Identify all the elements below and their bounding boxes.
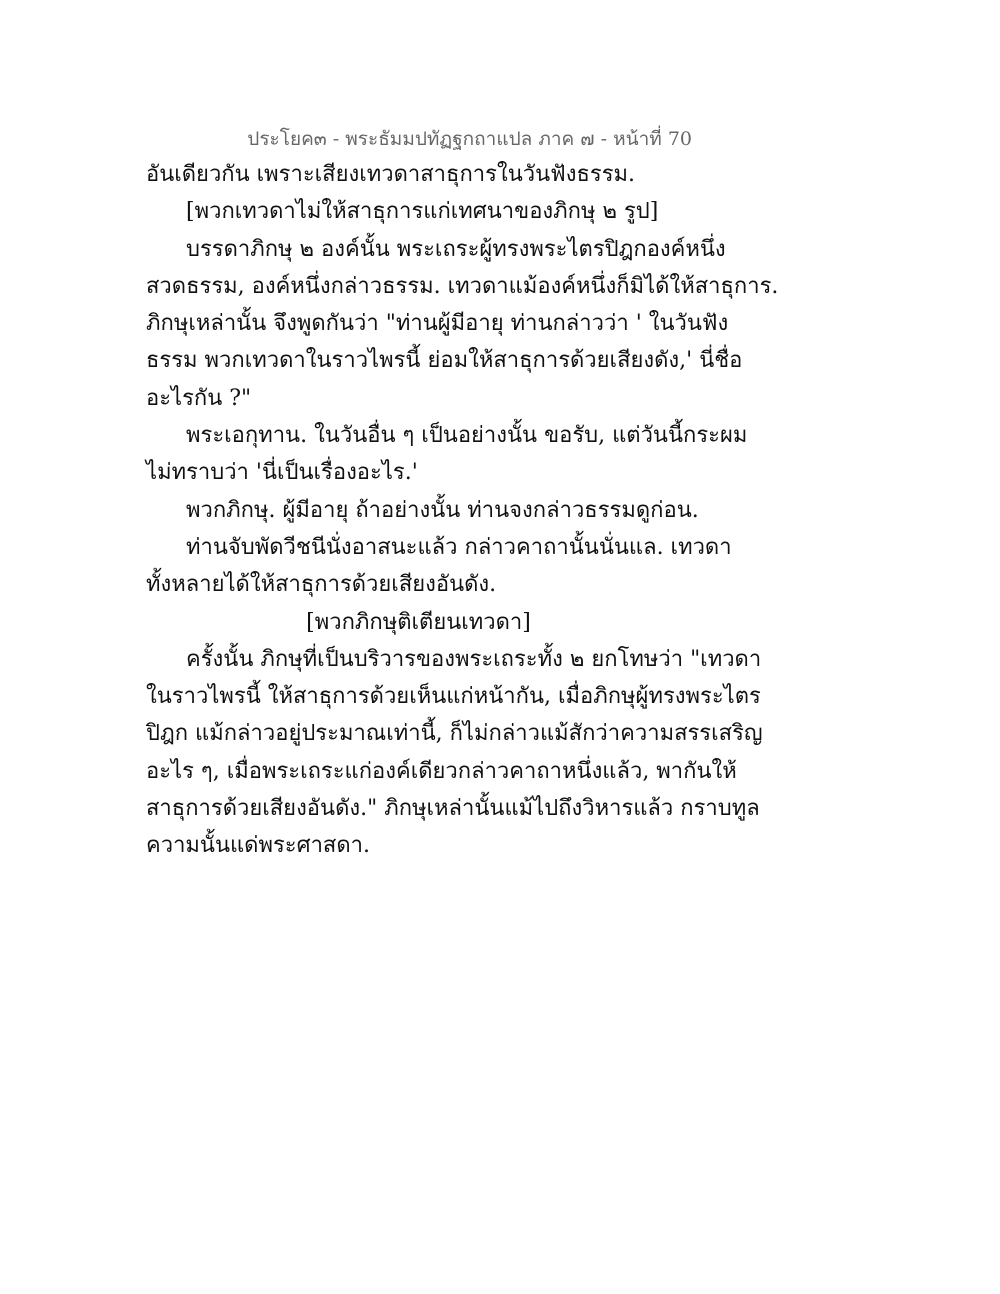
text-line: อะไรกัน ?" (146, 385, 252, 411)
text-line: อันเดียวกัน เพราะเสียงเทวดาสาธุการในวันฟังธรรม. (146, 162, 636, 187)
text-line: บรรดาภิกษุ ๒ องค์นั้น พระเถระผู้ทรงพระไตรปิฎกองค์หนึ่ง (186, 236, 726, 262)
text-line: พวกภิกษุ. ผู้มีอายุ ถ้าอย่างนั้น ท่านจงกล่าวธรรมดูก่อน. (186, 497, 699, 523)
section-heading: [พวกเทวดาไม่ให้สาธุการแก่เทศนาของภิกษุ ๒ รูป] (186, 199, 659, 225)
text-line: ภิกษุเหล่านั้น จึงพูดกันว่า "ท่านผู้มีอายุ ท่านกล่าวว่า ' ในวันฟัง (146, 311, 729, 337)
text-line: ครั้งนั้น ภิกษุที่เป็นบริวารของพระเถระทั้ง ๒ ยกโทษว่า "เทวดา (186, 646, 762, 672)
text-line: สวดธรรม, องค์หนึ่งกล่าวธรรม. เทวดาแม้องค์หนึ่งก็มิได้ให้สาธุการ. (146, 273, 779, 299)
text-line: ในราวไพรนี้ ให้สาธุการด้วยเห็นแก่หน้ากัน, เมื่อภิกษุผู้ทรงพระไตร (146, 684, 761, 710)
text-line: ความนั้นแด่พระศาสดา. (146, 833, 370, 859)
text-line: ปิฎก แม้กล่าวอยู่ประมาณเท่านี้, ก็ไม่กล่าวแม้สักว่าความสรรเสริญ (146, 721, 763, 747)
text-line: ท่านจับพัดวีชนีนั่งอาสนะแล้ว กล่าวคาถานั้นนั่นแล. เทวดา (186, 534, 732, 560)
text-line: ไม่ทราบว่า 'นี่เป็นเรื่องอะไร.' (146, 460, 418, 486)
section-heading: [พวกภิกษุติเตียนเทวดา] (306, 609, 531, 635)
text-line: ธรรม พวกเทวดาในราวไพรนี้ ย่อมให้สาธุการด้วยเสียงดัง,' นี่ชื่อ (146, 348, 743, 374)
running-header: ประโยค๓ - พระธัมมปทัฏฐกถาแปล ภาค ๗ - หน้าที่ 70 (247, 128, 692, 150)
text-line: พระเอกุทาน. ในวันอื่น ๆ เป็นอย่างนั้น ขอรับ, แต่วันนี้กระผม (186, 423, 748, 449)
text-line: สาธุการด้วยเสียงอันดัง." ภิกษุเหล่านั้นแม้ไปถึงวิหารแล้ว กราบทูล (146, 796, 760, 822)
body-text (146, 156, 779, 865)
text-line: อะไร ๆ, เมื่อพระเถระแก่องค์เดียวกล่าวคาถาหนึ่งแล้ว, พากันให้ (146, 758, 737, 784)
text-line: ทั้งหลายได้ให้สาธุการด้วยเสียงอันดัง. (146, 572, 497, 598)
